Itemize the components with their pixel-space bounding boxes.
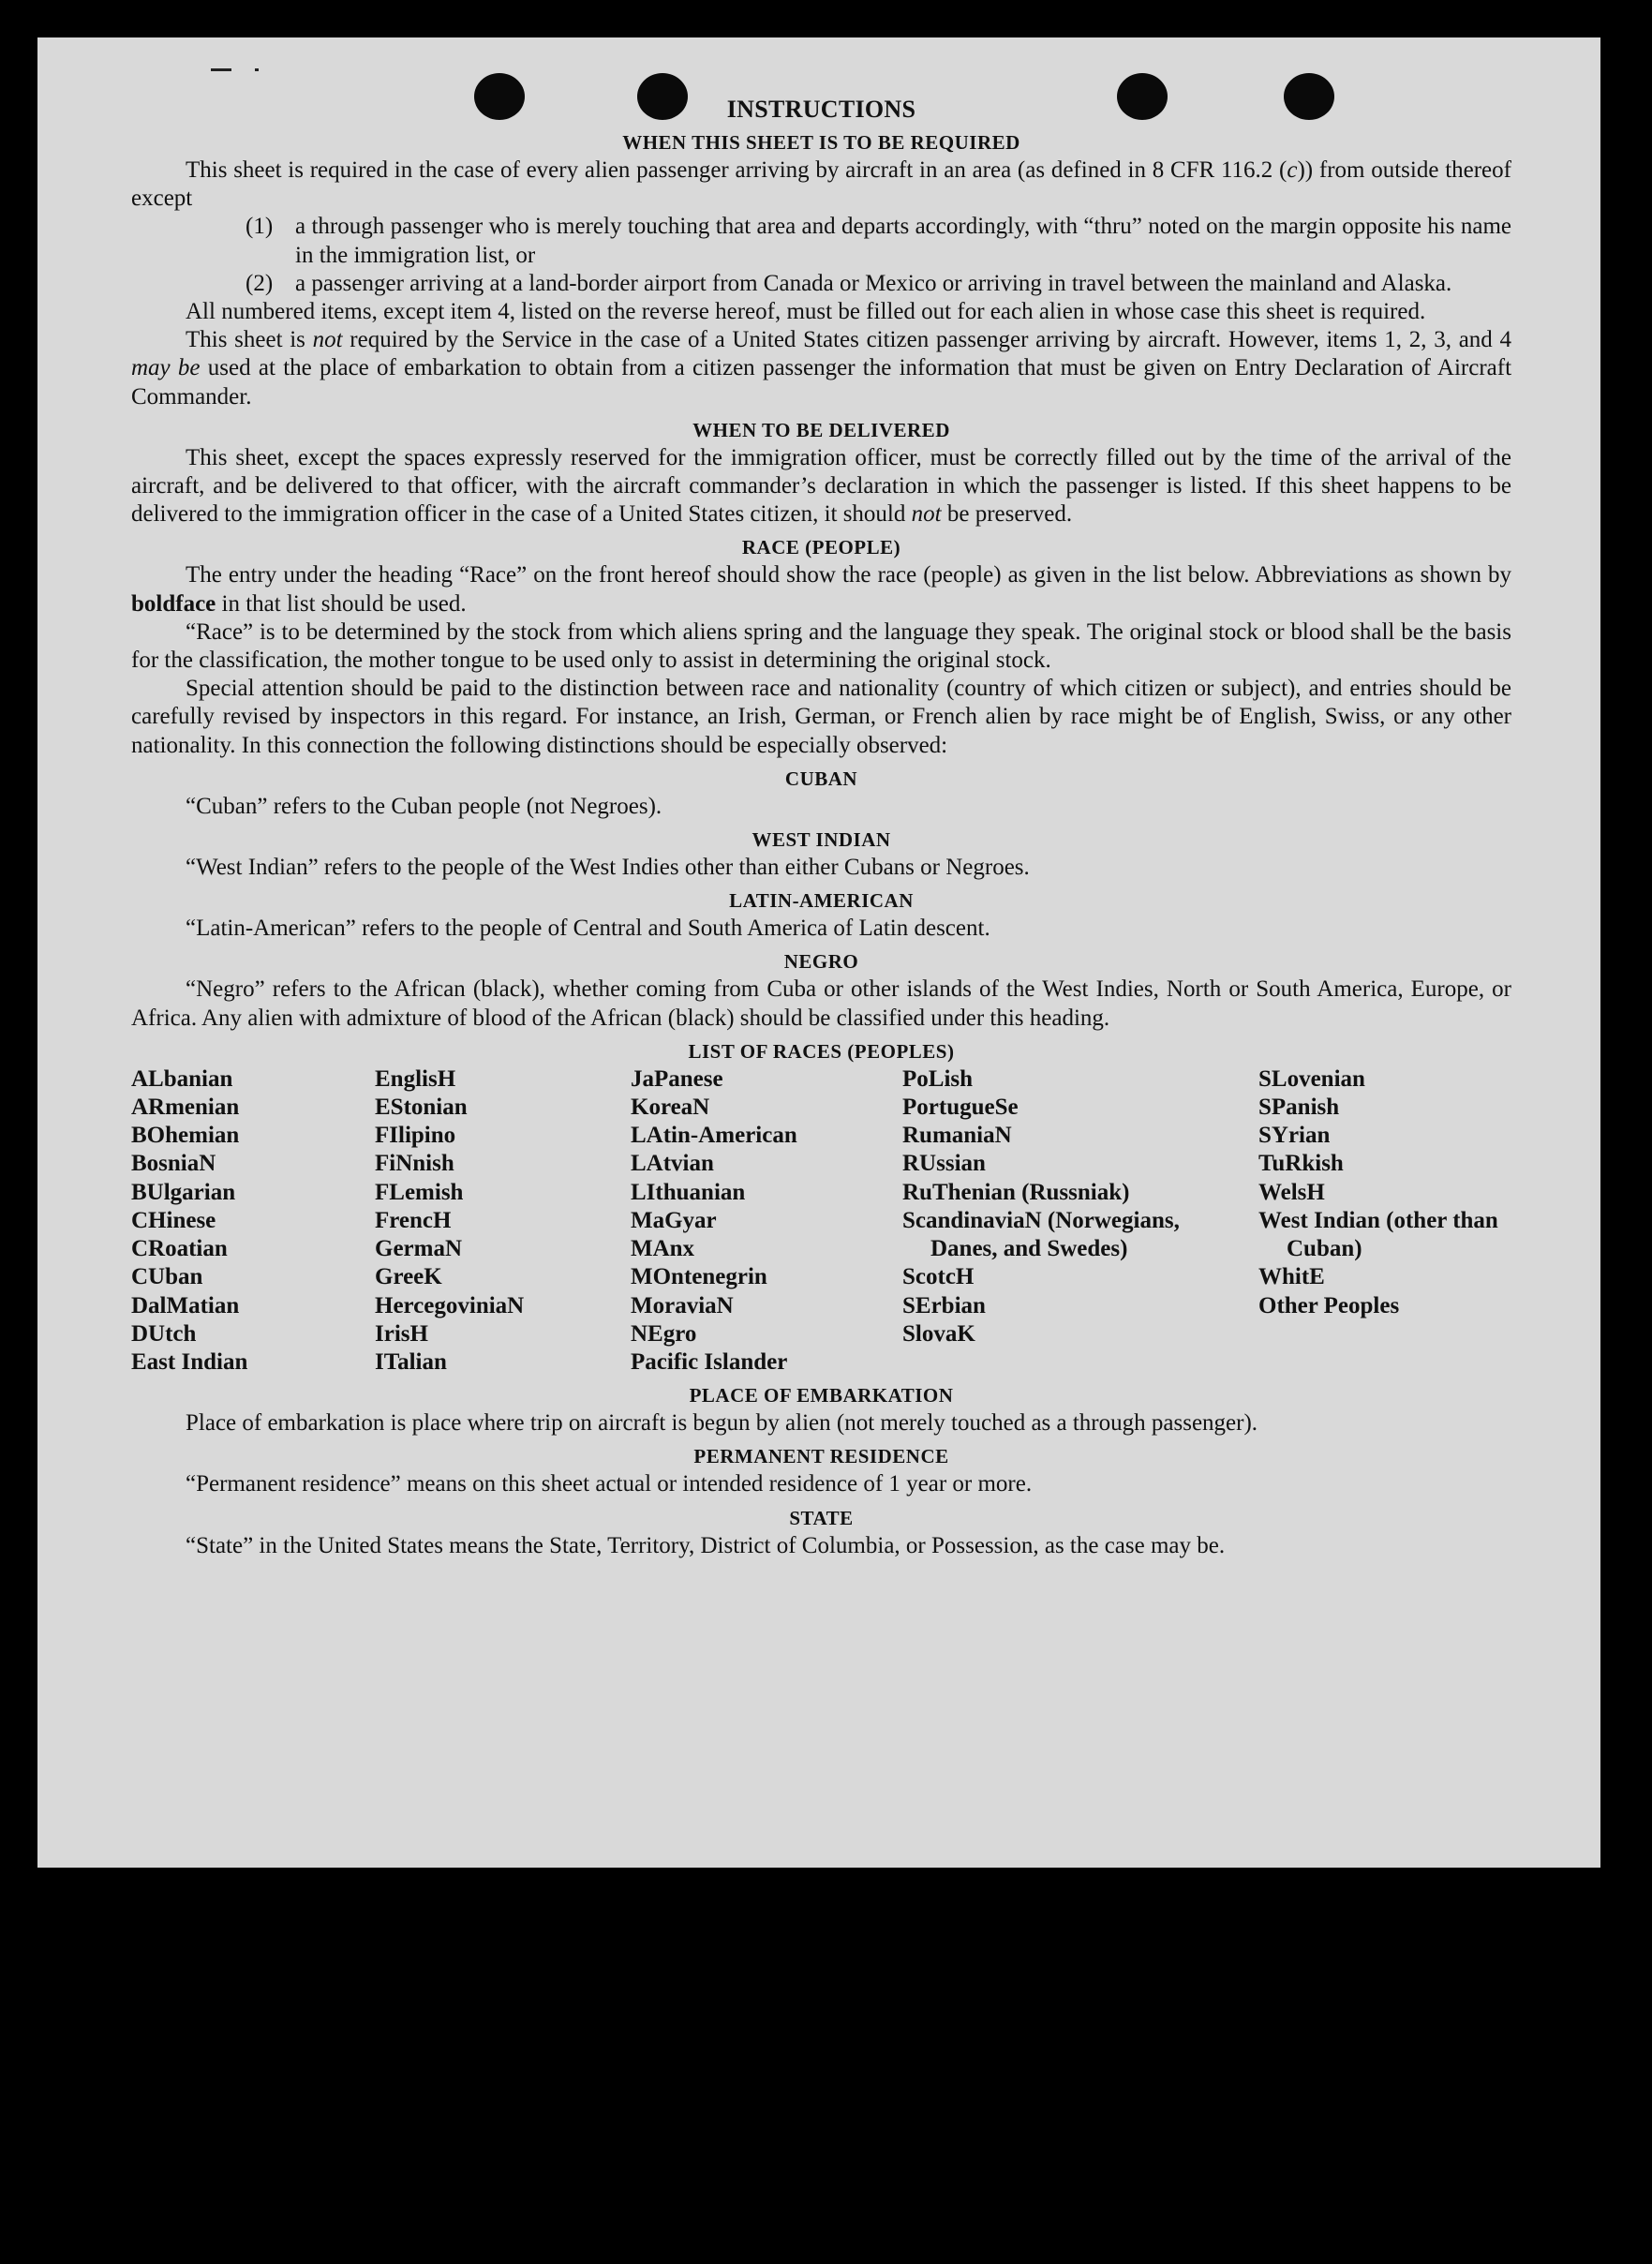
race-entry: MOntenegrin [631,1264,767,1290]
races-column [631,1065,902,1377]
race-entry: SlovaK [902,1320,975,1347]
race-entry: CHinese [131,1207,216,1233]
race-entry: RuThenian (Russniak) [902,1179,1130,1205]
race-entry: LIthuanian [631,1179,746,1205]
race-entry: WelsH [1258,1179,1325,1205]
paragraph: Place of embarkation is place where trip on aircraft is begun by alien (not merely touched as a through passenger). [186,1410,1258,1437]
race-entry: CUban [131,1264,203,1290]
race-entry: ScotcH [902,1264,975,1290]
race-entry: LAtvian [631,1151,714,1177]
paragraph: “State” in the United States means the State, Territory, District of Columbia, or Possession, as the case may be. [186,1532,1226,1558]
document-sheet [37,37,1600,1868]
heading-race: RACE (PEOPLE) [741,536,901,559]
race-entry: KoreaN [631,1095,710,1121]
paragraph: All numbered items, except item 4, listed on the reverse hereof, must be filled out for each alien in whose case this sheet is required. [186,299,1426,325]
ink-speck [255,68,259,71]
paragraph: “Latin-American” refers to the people of Central and South America of Latin descent. [186,916,990,942]
race-entry: DUtch [131,1320,197,1347]
heading-negro: NEGRO [783,950,859,974]
heading-cuban: CUBAN [784,767,858,790]
race-entry: SPanish [1258,1095,1340,1121]
race-entry: BUlgarian [131,1179,236,1205]
race-entry: ALbanian [131,1065,233,1092]
punch-hole [1284,73,1334,120]
race-entry: FIlipino [375,1123,456,1149]
paragraph: “Cuban” refers to the Cuban people (not Negroes). [186,793,662,819]
paragraph: This sheet is not required by the Service in the case of a United States citizen passenger arriving by aircraft. However, items 1, 2, 3, and 4 may be used at the place of embarkation to obtain from a citizen passenger the information that must be given on Entry Declaration of Aircraft Commander. [131,327,1512,410]
race-entry: Other Peoples [1258,1292,1400,1318]
race-entry: PortugueSe [902,1095,1019,1121]
races-column [1258,1065,1511,1377]
paragraph: “West Indian” refers to the people of the West Indies other than either Cubans or Negroes. [186,855,1030,881]
paragraph: The entry under the heading “Race” on the front hereof should show the race (people) as given in the list below. Abbreviations as shown by boldface in that list should be used. [131,562,1511,617]
punch-hole [1117,73,1168,120]
race-entry: SLovenian [1258,1065,1365,1092]
paragraph: Special attention should be paid to the distinction between race and nationality (country of which citizen or subject), and entries should be carefully revised by inspectors in this regard. For instance, an Irish, German, or French alien by race might be of English, Swiss, or any other nationality. In this connection the following distinctions should be especially observed: [131,676,1511,758]
heading-when-delivered: WHEN TO BE DELIVERED [692,418,950,441]
race-entry: BosniaN [131,1151,216,1177]
list-item: (2) a passenger arriving at a land-border airport from Canada or Mexico or arriving in travel between the mainland and Alaska. [246,270,1452,296]
race-entry: JaPanese [631,1065,723,1092]
paragraph: This sheet, except the spaces expressly reserved for the immigration officer, must be correctly filled out by the time of the arrival of the aircraft, and be delivered to that officer, with the aircraft commander’s declaration in which the passenger is listed. If this sheet happens to be delivered to the immigration officer in the case of a United States citizen, it should not be preserved. [131,444,1511,528]
race-entry: EnglisH [375,1065,456,1092]
race-entry: CRoatian [131,1236,228,1262]
races-column [131,1065,375,1377]
race-entry: MaGyar [631,1207,717,1233]
heading-list-of-races: LIST OF RACES (PEOPLES) [688,1039,955,1063]
race-entry: West Indian (other than Cuban) [1258,1207,1498,1262]
race-entry: TuRkish [1258,1151,1344,1177]
race-entry: ITalian [375,1348,447,1375]
ink-speck [211,68,231,71]
race-entry: Pacific Islander [631,1348,788,1375]
race-entry: BOhemian [131,1123,240,1149]
race-entry: ARmenian [131,1095,240,1121]
race-entry: PoLish [902,1065,974,1092]
race-entry: HercegoviniaN [375,1292,525,1318]
race-entry: East Indian [131,1348,248,1375]
race-entry: ScandinaviaN (Norwegians, Danes, and Swedes) [902,1207,1180,1262]
paragraph: This sheet is required in the case of every alien passenger arriving by aircraft in an area (as defined in 8 CFR 116.2 (c)) from outside thereof except [131,157,1511,212]
heading-state: STATE [789,1506,854,1529]
races-column [902,1065,1258,1377]
race-entry: GermaN [375,1236,463,1262]
race-entry: FiNnish [375,1151,454,1177]
punch-hole [474,73,525,120]
races-list [131,1065,1511,1377]
heading-latin-american: LATIN-AMERICAN [729,889,914,913]
race-entry: WhitE [1258,1264,1325,1290]
race-entry: RumaniaN [902,1123,1012,1149]
heading-embarkation: PLACE OF EMBARKATION [689,1384,954,1408]
race-entry: RUssian [902,1151,986,1177]
punch-hole [637,73,688,120]
races-column [375,1065,631,1377]
race-entry: DalMatian [131,1292,240,1318]
race-entry: SErbian [902,1292,986,1318]
race-entry: MoraviaN [631,1292,734,1318]
heading-west-indian: WEST INDIAN [752,828,891,852]
race-entry: MAnx [631,1236,695,1262]
heading-permanent-residence: PERMANENT RESIDENCE [693,1445,949,1468]
race-entry: SYrian [1258,1123,1331,1149]
paragraph: “Permanent residence” means on this sheet actual or intended residence of 1 year or more. [186,1471,1033,1497]
paragraph: “Race” is to be determined by the stock from which aliens spring and the language they speak. The original stock or blood shall be the basis for the classification, the mother tongue to be used only to assist in determining the original stock. [131,618,1511,674]
race-entry: FrencH [375,1207,452,1233]
page-title: INSTRUCTIONS [726,96,916,123]
list-item: (1) a through passenger who is merely touching that area and departs accordingly, with “thru” noted on the margin opposite his name in the immigration list, or [246,214,1511,268]
race-entry: FLemish [375,1179,464,1205]
race-entry: EStonian [375,1095,468,1121]
race-entry: NEgro [631,1320,697,1347]
race-entry: IrisH [375,1320,428,1347]
race-entry: GreeK [375,1264,442,1290]
paragraph: “Negro” refers to the African (black), whether coming from Cuba or other islands of the West Indies, North or South America, Europe, or Africa. Any alien with admixture of blood of the African (black) should be classified under this heading. [131,976,1511,1031]
heading-when-required: WHEN THIS SHEET IS TO BE REQUIRED [622,131,1020,154]
race-entry: LAtin-American [631,1123,797,1149]
